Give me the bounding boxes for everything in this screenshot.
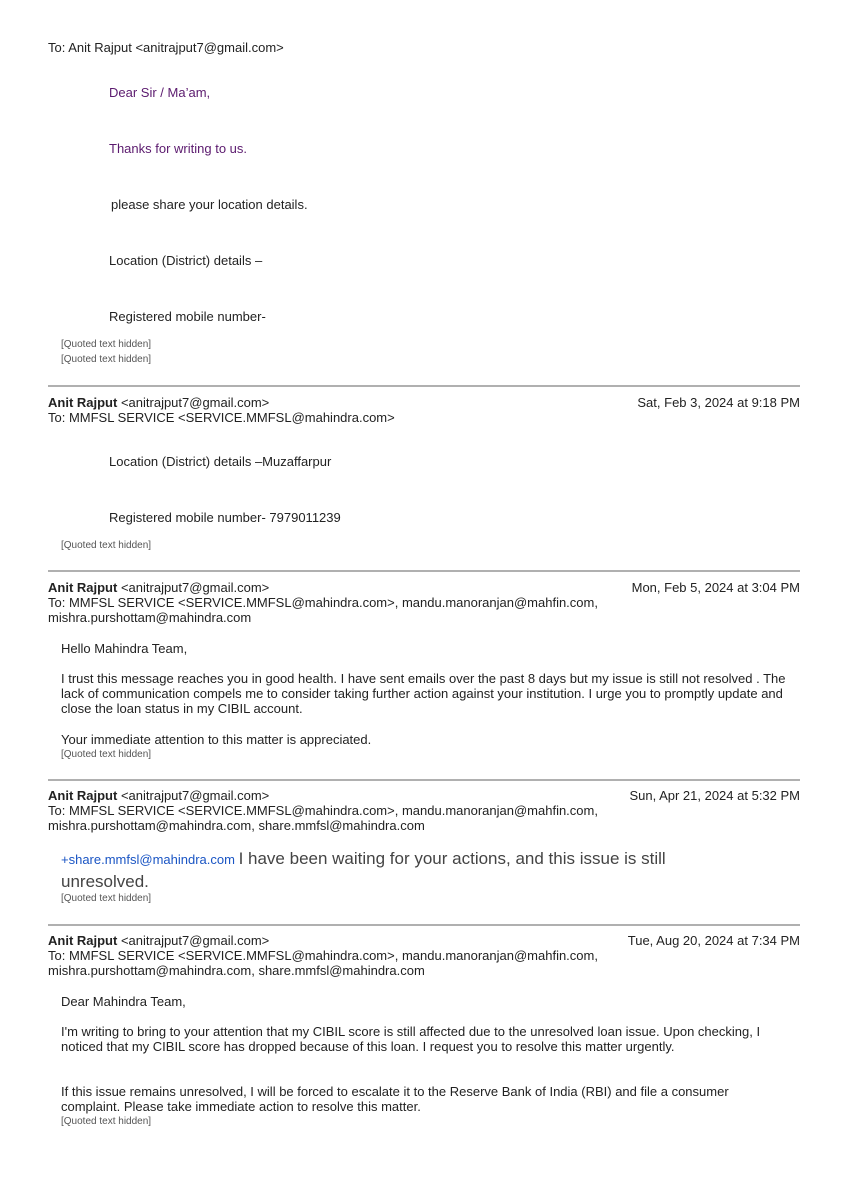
quoted-text-hidden[interactable]: [Quoted text hidden] <box>61 749 152 760</box>
quoted-text-hidden[interactable]: [Quoted text hidden] <box>61 339 152 350</box>
message-divider <box>48 779 800 781</box>
body-line: Registered mobile number- 7979011239 <box>109 510 341 525</box>
message-divider <box>48 570 800 572</box>
body-greeting: Dear Mahindra Team, <box>61 994 186 1009</box>
message-divider <box>48 385 800 387</box>
mobile-field-label: Registered mobile number- <box>109 309 266 324</box>
message-sender <box>48 788 269 803</box>
sender-name: Anit Rajput <box>48 580 118 595</box>
quoted-text-hidden[interactable]: [Quoted text hidden] <box>61 354 152 365</box>
sender-email: <anitrajput7@gmail.com> <box>120 933 270 948</box>
message-sender <box>48 933 269 948</box>
sender-email: <anitrajput7@gmail.com> <box>120 395 270 410</box>
quoted-text-hidden[interactable]: [Quoted text hidden] <box>61 893 152 904</box>
body-line: Your immediate attention to this matter is appreciated. <box>61 732 372 747</box>
body-paragraph: If this issue remains unresolved, I will be forced to escalate it to the Reserve Bank of India (RBI) and file a consumer complaint. Please take immediate action to resolve this matter. <box>61 1084 729 1114</box>
message-recipients: To: MMFSL SERVICE <SERVICE.MMFSL@mahindra.com> <box>48 410 395 425</box>
sender-name: Anit Rajput <box>48 395 118 410</box>
body-paragraph: I'm writing to bring to your attention that my CIBIL score is still affected due to the unresolved loan issue. Upon checking, I noticed that my CIBIL score has dropped because of this loan. I request you to resolve this matter urgently. <box>61 1024 761 1054</box>
quoted-text-hidden[interactable]: [Quoted text hidden] <box>61 1116 152 1127</box>
message-sender <box>48 580 269 595</box>
message-recipients: To: MMFSL SERVICE <SERVICE.MMFSL@mahindra.com>, mandu.manoranjan@mahfin.com, <box>48 803 598 818</box>
message-date: Sat, Feb 3, 2024 at 9:18 PM <box>637 395 800 410</box>
mention-link[interactable]: +share.mmfsl@mahindra.com <box>61 852 235 867</box>
recipient-line: To: Anit Rajput <anitrajput7@gmail.com> <box>48 40 284 55</box>
sender-email: <anitrajput7@gmail.com> <box>120 580 270 595</box>
salutation: Dear Sir / Ma’am, <box>109 85 211 100</box>
request-line: please share your location details. <box>111 197 308 212</box>
message-date: Sun, Apr 21, 2024 at 5:32 PM <box>629 788 800 803</box>
quoted-text-hidden[interactable]: [Quoted text hidden] <box>61 540 152 551</box>
body-line: Location (District) details –Muzaffarpur <box>109 454 332 469</box>
sender-email: <anitrajput7@gmail.com> <box>120 788 270 803</box>
message-sender <box>48 395 269 410</box>
location-field-label: Location (District) details – <box>109 253 263 268</box>
message-date: Mon, Feb 5, 2024 at 3:04 PM <box>631 580 800 595</box>
message-divider <box>48 924 800 926</box>
sender-name: Anit Rajput <box>48 788 118 803</box>
thanks-line: Thanks for writing to us. <box>109 141 247 156</box>
message-recipients: To: MMFSL SERVICE <SERVICE.MMFSL@mahindra.com>, mandu.manoranjan@mahfin.com, <box>48 595 598 610</box>
message-recipients-cont: mishra.purshottam@mahindra.com <box>48 610 252 625</box>
message-recipients-cont: mishra.purshottam@mahindra.com, share.mmfsl@mahindra.com <box>48 963 425 978</box>
body-paragraph: I trust this message reaches you in good health. I have sent emails over the past 8 days but my issue is still not resolved . The lack of communication compels me to consider taking further action against your institution. I urge you to promptly update and close the loan status in my CIBIL account. <box>61 671 786 716</box>
body-greeting: Hello Mahindra Team, <box>61 641 188 656</box>
sender-name: Anit Rajput <box>48 933 118 948</box>
body-text: I have been waiting for your actions, and this issue is still unresolved. <box>61 849 666 891</box>
body-paragraph <box>61 848 741 894</box>
message-date: Tue, Aug 20, 2024 at 7:34 PM <box>627 933 800 948</box>
message-recipients-cont: mishra.purshottam@mahindra.com, share.mmfsl@mahindra.com <box>48 818 425 833</box>
message-recipients: To: MMFSL SERVICE <SERVICE.MMFSL@mahindra.com>, mandu.manoranjan@mahfin.com, <box>48 948 598 963</box>
